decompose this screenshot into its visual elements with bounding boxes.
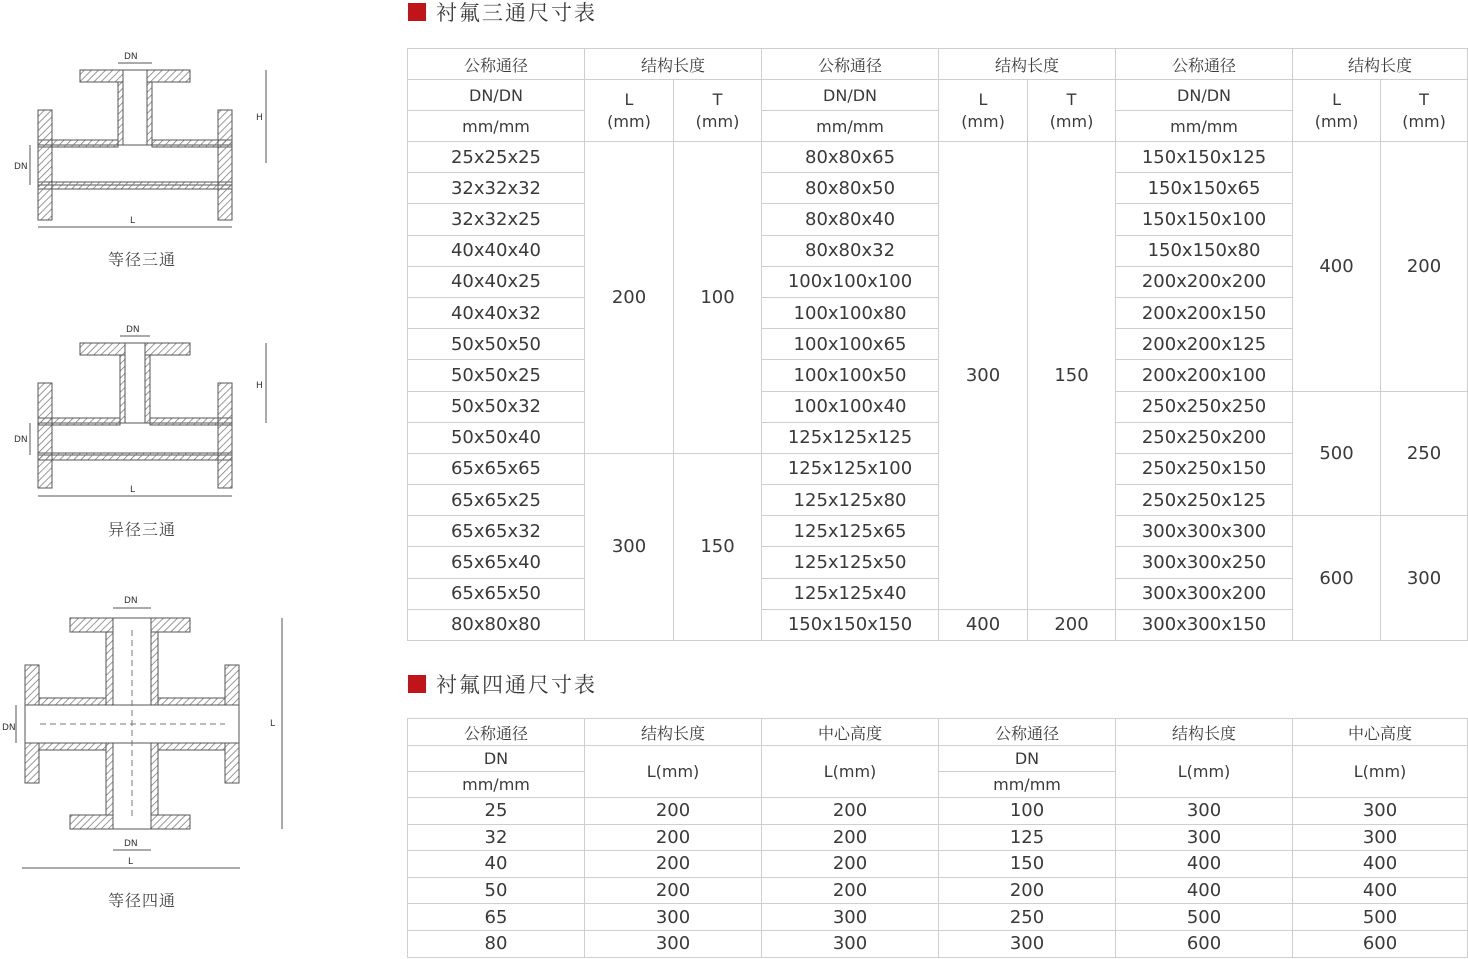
- value-cell: 200: [585, 851, 762, 878]
- length-t-cell: 250: [1381, 391, 1468, 516]
- size-cell: 80x80x80: [408, 609, 585, 640]
- size-cell: 250x250x125: [1116, 485, 1293, 516]
- t-header-unit: (mm): [1402, 111, 1446, 131]
- length-header: 结构长度: [585, 49, 762, 80]
- dn-header: DN/DN: [762, 80, 939, 111]
- length-l-cell: 600: [1293, 516, 1381, 641]
- h-dim-label: H: [256, 113, 263, 123]
- value-cell: 500: [1293, 904, 1468, 931]
- l-header-label: L: [624, 89, 634, 109]
- value-cell: 200: [762, 877, 939, 904]
- table-row: [408, 391, 1468, 422]
- size-cell: 40x40x40: [408, 235, 585, 266]
- value-cell: 400: [1116, 877, 1293, 904]
- size-cell: 125x125x80: [762, 485, 939, 516]
- dn-header: DN/DN: [1116, 80, 1293, 111]
- dn-bottom-label: DN: [124, 839, 138, 849]
- value-cell: 200: [762, 798, 939, 825]
- unit-header: mm/mm: [408, 772, 585, 798]
- length-header: 结构长度: [939, 49, 1116, 80]
- unit-header: mm/mm: [408, 111, 585, 142]
- length-header: 结构长度: [1293, 49, 1468, 80]
- value-cell: 400: [1116, 851, 1293, 878]
- t-header-label: T: [712, 89, 723, 109]
- value-cell: 200: [585, 824, 762, 851]
- length-t-cell: 300: [1381, 516, 1468, 641]
- l-header-label: L: [978, 89, 988, 109]
- size-cell: 100x100x50: [762, 360, 939, 391]
- center-unit-header: L(mm): [1293, 746, 1468, 798]
- length-unit-header: L(mm): [1116, 746, 1293, 798]
- size-cell: 150x150x80: [1116, 235, 1293, 266]
- value-cell: 500: [1116, 904, 1293, 931]
- size-cell: 150x150x100: [1116, 204, 1293, 235]
- length-unit-header: L(mm): [585, 746, 762, 798]
- title-marker-icon: [408, 675, 426, 693]
- dn-header: DN: [408, 746, 585, 772]
- value-cell: 125: [939, 824, 1116, 851]
- size-cell: 65x65x25: [408, 485, 585, 516]
- size-cell: 100x100x80: [762, 297, 939, 328]
- l-header-unit: (mm): [1314, 111, 1359, 131]
- length-l-cell: 200: [585, 142, 674, 454]
- size-cell: 50x50x40: [408, 422, 585, 453]
- size-cell: 40x40x25: [408, 266, 585, 297]
- dn-header: DN: [939, 746, 1116, 772]
- size-cell: 150x150x65: [1116, 173, 1293, 204]
- table-row: [408, 142, 1468, 173]
- length-l-cell: 500: [1293, 391, 1381, 516]
- value-cell: 200: [939, 877, 1116, 904]
- l-dim-label: L: [130, 216, 136, 226]
- size-cell: 250x250x200: [1116, 422, 1293, 453]
- value-cell: 200: [585, 798, 762, 825]
- size-cell: 300x300x300: [1116, 516, 1293, 547]
- value-cell: 100: [939, 798, 1116, 825]
- cross-size-table: [407, 718, 1468, 958]
- t-header: [674, 80, 762, 142]
- size-cell: 65x65x65: [408, 453, 585, 484]
- value-cell: 300: [1293, 824, 1468, 851]
- size-cell: 125x125x100: [762, 453, 939, 484]
- value-cell: 250: [939, 904, 1116, 931]
- size-cell: 50x50x32: [408, 391, 585, 422]
- value-cell: 25: [408, 798, 585, 825]
- size-cell: 65x65x50: [408, 578, 585, 609]
- size-cell: 300x300x200: [1116, 578, 1293, 609]
- size-cell: 300x300x150: [1116, 609, 1293, 640]
- value-cell: 40: [408, 851, 585, 878]
- value-cell: 300: [1116, 824, 1293, 851]
- value-cell: 200: [585, 877, 762, 904]
- reducing-tee-caption: 异径三通: [107, 520, 176, 539]
- dn-side-label: DN: [2, 723, 16, 733]
- value-cell: 150: [939, 851, 1116, 878]
- value-cell: 65: [408, 904, 585, 931]
- equal-tee-caption: 等径三通: [107, 250, 176, 269]
- nominal-header: 公称通径: [408, 719, 585, 746]
- size-cell: 125x125x125: [762, 422, 939, 453]
- size-cell: 32x32x25: [408, 204, 585, 235]
- length-t-cell: 200: [1381, 142, 1468, 392]
- length-t-cell: 100: [674, 142, 762, 454]
- l-side-label: L: [270, 719, 276, 729]
- size-cell: 125x125x65: [762, 516, 939, 547]
- table-row: [408, 877, 1468, 904]
- l-header: [1293, 80, 1381, 142]
- table-row: [408, 904, 1468, 931]
- length-t-cell: 150: [674, 453, 762, 640]
- length-header: 结构长度: [585, 719, 762, 746]
- length-l-cell: 400: [939, 609, 1028, 640]
- l-header: [939, 80, 1028, 142]
- nominal-header: 公称通径: [762, 49, 939, 80]
- t-header-label: T: [1419, 89, 1429, 109]
- table-row: [408, 516, 1468, 547]
- value-cell: 600: [1293, 930, 1468, 957]
- size-cell: 80x80x32: [762, 235, 939, 266]
- unit-header: mm/mm: [762, 111, 939, 142]
- nominal-header: 公称通径: [939, 719, 1116, 746]
- value-cell: 32: [408, 824, 585, 851]
- dn-side-label: DN: [14, 162, 28, 172]
- size-cell: 200x200x150: [1116, 297, 1293, 328]
- value-cell: 50: [408, 877, 585, 904]
- l-header: [585, 80, 674, 142]
- center-header: 中心高度: [762, 719, 939, 746]
- size-cell: 100x100x100: [762, 266, 939, 297]
- tee-size-table: [407, 48, 1468, 641]
- unit-header: mm/mm: [939, 772, 1116, 798]
- table-row: [408, 798, 1468, 825]
- value-cell: 300: [1293, 798, 1468, 825]
- size-cell: 250x250x250: [1116, 391, 1293, 422]
- equal-cross-caption: 等径四通: [107, 891, 176, 910]
- title-marker-icon: [408, 3, 426, 21]
- dn-header: DN/DN: [408, 80, 585, 111]
- length-l-cell: 300: [585, 453, 674, 640]
- length-t-cell: 200: [1028, 609, 1116, 640]
- length-t-cell: 150: [1028, 142, 1116, 610]
- value-cell: 200: [762, 824, 939, 851]
- dn-side-label: DN: [14, 435, 28, 445]
- length-header: 结构长度: [1116, 719, 1293, 746]
- center-unit-header: L(mm): [762, 746, 939, 798]
- equal-tee-drawing: [10, 45, 280, 245]
- t-header: [1028, 80, 1116, 142]
- length-l-cell: 300: [939, 142, 1028, 610]
- value-cell: 300: [762, 930, 939, 957]
- l-dim-label: L: [130, 485, 136, 495]
- size-cell: 32x32x32: [408, 173, 585, 204]
- size-cell: 125x125x40: [762, 578, 939, 609]
- size-cell: 200x200x125: [1116, 329, 1293, 360]
- size-cell: 65x65x32: [408, 516, 585, 547]
- size-cell: 50x50x25: [408, 360, 585, 391]
- dn-dim-label: DN: [126, 325, 140, 335]
- size-cell: 40x40x32: [408, 297, 585, 328]
- value-cell: 300: [939, 930, 1116, 957]
- table-row: [408, 824, 1468, 851]
- value-cell: 200: [762, 851, 939, 878]
- equal-cross-drawing: [0, 590, 290, 880]
- l-dim-label: L: [128, 857, 134, 867]
- size-cell: 100x100x65: [762, 329, 939, 360]
- l-header-label: L: [1332, 89, 1341, 109]
- size-cell: 150x150x150: [762, 609, 939, 640]
- cross-section-title: 衬氟四通尺寸表: [408, 672, 597, 696]
- dn-dim-label: DN: [124, 596, 138, 606]
- size-cell: 100x100x40: [762, 391, 939, 422]
- size-cell: 300x300x250: [1116, 547, 1293, 578]
- value-cell: 400: [1293, 851, 1468, 878]
- size-cell: 80x80x40: [762, 204, 939, 235]
- size-cell: 250x250x150: [1116, 453, 1293, 484]
- value-cell: 300: [762, 904, 939, 931]
- unit-header: mm/mm: [1116, 111, 1293, 142]
- value-cell: 300: [585, 930, 762, 957]
- t-header: [1381, 80, 1468, 142]
- table-row: [408, 930, 1468, 957]
- size-cell: 125x125x50: [762, 547, 939, 578]
- size-cell: 25x25x25: [408, 142, 585, 173]
- size-cell: 65x65x40: [408, 547, 585, 578]
- length-l-cell: 400: [1293, 142, 1381, 392]
- size-cell: 50x50x50: [408, 329, 585, 360]
- l-header-unit: (mm): [607, 111, 651, 131]
- t-header-label: T: [1066, 89, 1077, 109]
- value-cell: 300: [1116, 798, 1293, 825]
- dn-dim-label: DN: [124, 52, 138, 62]
- center-header: 中心高度: [1293, 719, 1468, 746]
- value-cell: 80: [408, 930, 585, 957]
- t-header-unit: (mm): [1049, 111, 1094, 131]
- size-cell: 200x200x200: [1116, 266, 1293, 297]
- value-cell: 400: [1293, 877, 1468, 904]
- size-cell: 150x150x125: [1116, 142, 1293, 173]
- nominal-header: 公称通径: [1116, 49, 1293, 80]
- l-header-unit: (mm): [961, 111, 1005, 131]
- size-cell: 80x80x65: [762, 142, 939, 173]
- value-cell: 600: [1116, 930, 1293, 957]
- h-dim-label: H: [256, 381, 263, 391]
- size-cell: 80x80x50: [762, 173, 939, 204]
- t-header-unit: (mm): [695, 111, 740, 131]
- nominal-header: 公称通径: [408, 49, 585, 80]
- reducing-tee-drawing: [10, 318, 280, 508]
- size-cell: 200x200x100: [1116, 360, 1293, 391]
- table-row: [408, 851, 1468, 878]
- value-cell: 300: [585, 904, 762, 931]
- tee-section-title: 衬氟三通尺寸表: [408, 0, 597, 24]
